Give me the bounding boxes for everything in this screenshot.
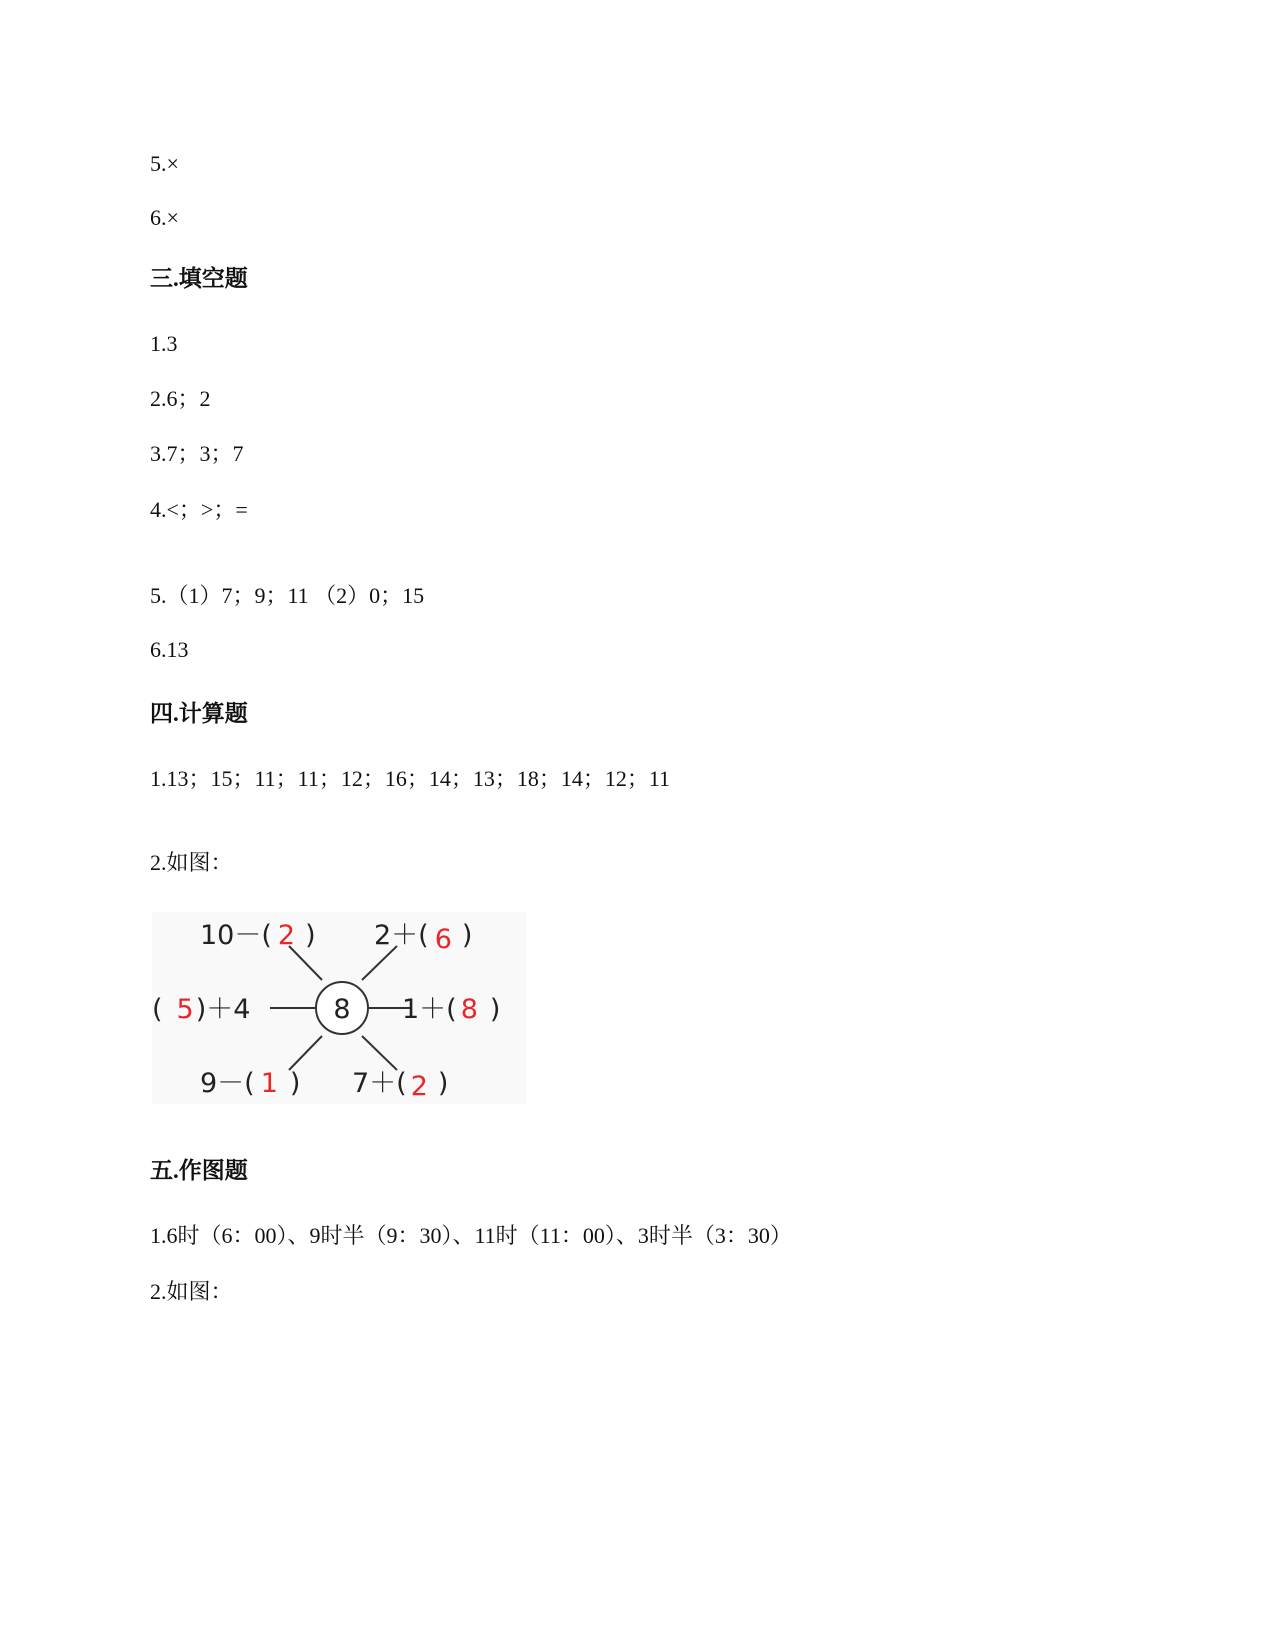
expr-top-left: 10－( 2 ) [200, 920, 316, 951]
answer-left: 5 [176, 994, 194, 1025]
expr-left: ( 5)＋4 [152, 994, 251, 1025]
answer-draw-1: 1.6时（6：00）、9时半（9：30）、11时（11：00）、3时半（3：30） [150, 1223, 792, 1248]
answer-calc-1: 1.13；15；11；11；12；16；14；13；18；14；12；11 [150, 766, 671, 791]
answer-fill-1: 1.3 [150, 331, 178, 356]
answer-top-right: 6 [434, 924, 452, 955]
answer-bottom-left: 1 [260, 1068, 278, 1099]
answer-fill-5: 5.（1）7；9；11 （2）0；15 [150, 583, 425, 608]
number-star-figure [152, 912, 526, 1104]
answer-draw-2: 2.如图： [150, 1279, 233, 1304]
answer-fill-4: 4.<；>；= [150, 497, 248, 522]
answer-fill-3: 3.7；3；7 [150, 441, 244, 466]
expr-top-right: 2＋( 6 ) [374, 920, 473, 955]
answer-top-left: 2 [277, 920, 296, 951]
answer-calc-2: 2.如图： [150, 850, 233, 875]
section-title-calculation: 四.计算题 [150, 701, 248, 726]
answer-judgement-5: 5.× [150, 151, 179, 176]
expr-bottom-right: 7＋( 2 ) [352, 1068, 449, 1102]
answer-bottom-right: 2 [410, 1071, 428, 1102]
answer-judgement-6: 6.× [150, 205, 179, 230]
answer-fill-6: 6.13 [150, 637, 189, 662]
expr-bottom-left: 9－( 1 ) [200, 1068, 301, 1099]
expr-right: 1＋( 8 ) [402, 994, 501, 1025]
answer-right: 8 [460, 994, 478, 1025]
center-number: 8 [333, 994, 351, 1025]
section-title-fill-in: 三.填空题 [150, 266, 248, 291]
answer-fill-2: 2.6；2 [150, 386, 211, 411]
section-title-drawing: 五.作图题 [150, 1158, 248, 1183]
